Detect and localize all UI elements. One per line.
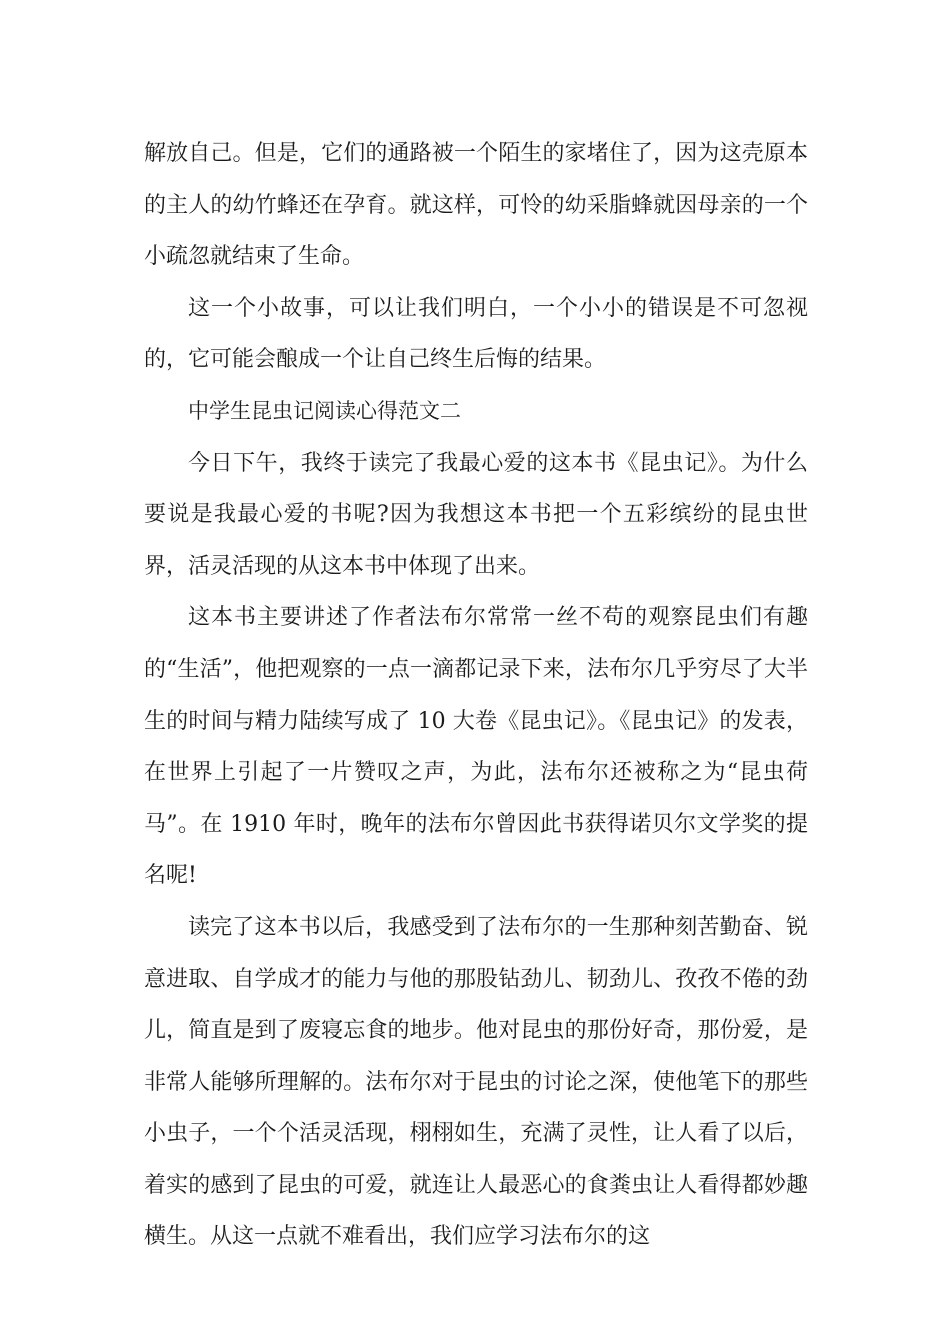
paragraph: 这一个小故事，可以让我们明白，一个小小的错误是不可忽视的，它可能会酿成一个让自己终生后悔的结果。 xyxy=(144,295,808,373)
paragraph: 读完了这本书以后，我感受到了法布尔的一生那种刻苦勤奋、锐意进取、自学成才的能力与他的那股钻劲儿、韧劲儿、孜孜不倦的劲儿，简直是到了废寝忘食的地步。他对昆虫的那份好奇，那份爱，是非常人能够所理解的。法布尔对于昆虫的讨论之深，使他笔下的那些小虫子，一个个活灵活现，栩栩如生，充满了灵性，让人看了以后，着实的感到了昆虫的可爱，就连让人最恶心的食粪虫让人看得都妙趣横生。从这一点就不难看出，我们应学习法布尔的这 xyxy=(144,914,808,1250)
paragraph: 解放自己。但是，它们的通路被一个陌生的家堵住了，因为这壳原本的主人的幼竹蜂还在孕育。就这样，可怜的幼采脂蜂就因母亲的一个小疏忽就结束了生命。 xyxy=(144,141,808,270)
paragraph: 今日下午，我终于读完了我最心爱的这本书《昆虫记》。为什么要说是我最心爱的书呢?因为我想这本书把一个五彩缤纷的昆虫世界，活灵活现的从这本书中体现了出来。 xyxy=(144,450,808,579)
paragraph: 这本书主要讲述了作者法布尔常常一丝不苟的观察昆虫们有趣的“生活”，他把观察的一点一滴都记录下来，法布尔几乎穷尽了大半生的时间与精力陆续写成了 10 大卷《昆虫记》。《昆虫记》的发表，在世界上引起了一片赞叹之声，为此，法布尔还被称之为“昆虫荷马”。在 1910 年时，晚年的法布尔曾因此书获得诺贝尔文学奖的提名呢! xyxy=(144,605,808,889)
section-heading: 中学生昆虫记阅读心得范文二 xyxy=(188,398,461,423)
document-body xyxy=(144,128,808,1263)
